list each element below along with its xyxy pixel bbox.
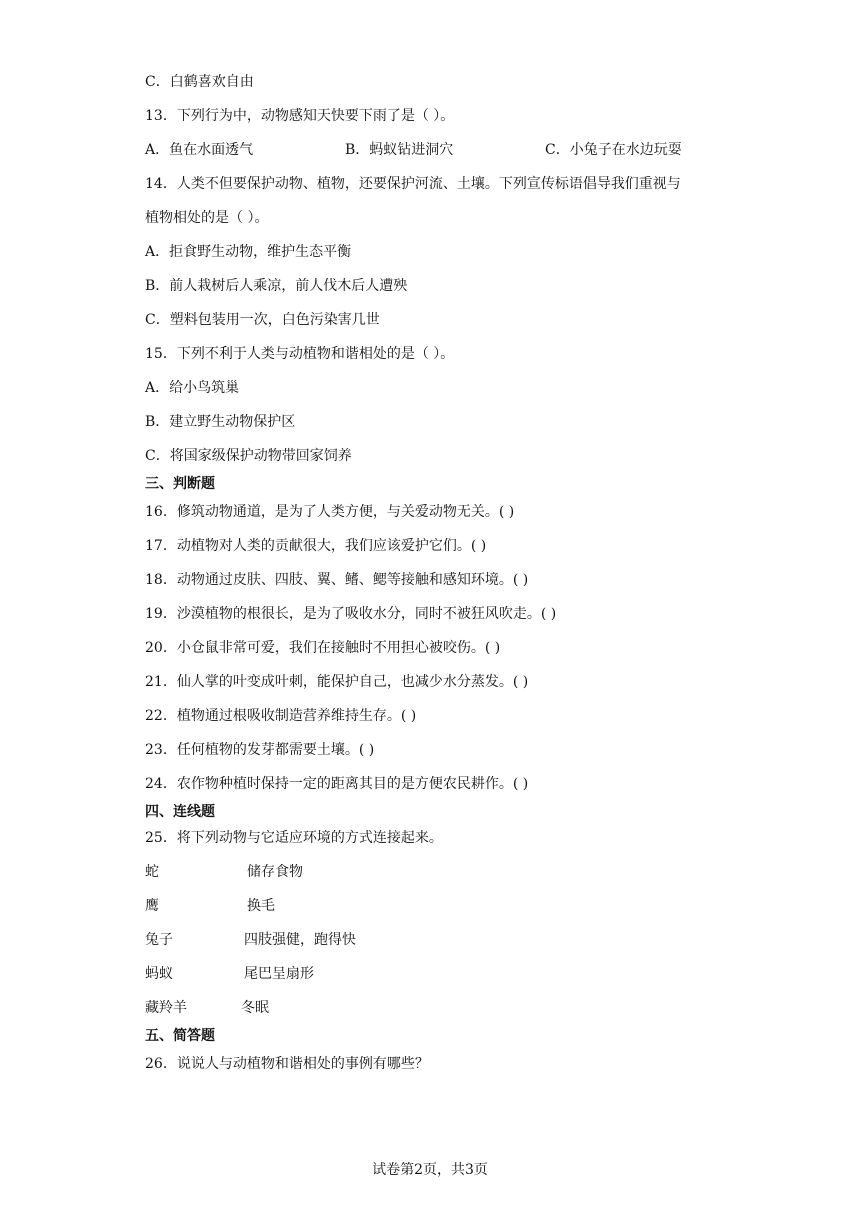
judgment-item-23: 23．任何植物的发芽都需要土壤。( ) bbox=[145, 742, 375, 758]
matching-left-eagle: 鹰 bbox=[145, 898, 159, 914]
question-13-stem: 13．下列行为中，动物感知天快要下雨了是（ ）。 bbox=[145, 108, 455, 124]
judgment-item-18: 18．动物通过皮肤、四肢、翼、鳍、鳃等接触和感知环境。( ) bbox=[145, 572, 529, 588]
judgment-item-21: 21．仙人掌的叶变成叶刺，能保护自己，也减少水分蒸发。( ) bbox=[145, 674, 529, 690]
matching-right-molt: 换毛 bbox=[247, 898, 275, 914]
question-14-stem-line2: 植物相处的是（ ）。 bbox=[145, 210, 269, 226]
option-a: A．鱼在水面透气 bbox=[145, 142, 254, 158]
question-15-option-b: B．建立野生动物保护区 bbox=[145, 414, 296, 430]
option-b: B．蚂蚁钻进洞穴 bbox=[345, 142, 454, 158]
judgment-item-16: 16．修筑动物通道，是为了人类方便，与关爱动物无关。( ) bbox=[145, 504, 515, 520]
matching-left-rabbit: 兔子 bbox=[145, 932, 173, 948]
matching-right-fan-tail: 尾巴呈扇形 bbox=[244, 966, 314, 982]
question-14-option-a: A．拒食野生动物，维护生态平衡 bbox=[145, 244, 352, 260]
question-26-stem: 26．说说人与动植物和谐相处的事例有哪些？ bbox=[145, 1056, 429, 1072]
question-15-option-c: C．将国家级保护动物带回家饲养 bbox=[145, 448, 352, 464]
matching-right-hibernate: 冬眠 bbox=[241, 1000, 269, 1016]
judgment-item-24: 24．农作物种植时保持一定的距离其目的是方便农民耕作。( ) bbox=[145, 776, 529, 792]
matching-right-strong-limbs: 四肢强健，跑得快 bbox=[244, 932, 356, 948]
section-3-title: 三、判断题 bbox=[145, 476, 215, 492]
judgment-item-22: 22．植物通过根吸收制造营养维持生存。( ) bbox=[145, 708, 417, 724]
judgment-item-20: 20．小仓鼠非常可爱，我们在接触时不用担心被咬伤。( ) bbox=[145, 640, 501, 656]
matching-left-snake: 蛇 bbox=[145, 864, 159, 880]
question-15-option-a: A．给小鸟筑巢 bbox=[145, 380, 240, 396]
page-footer: 试卷第2页，共3页 bbox=[372, 1162, 488, 1178]
question-13-options bbox=[145, 141, 745, 159]
option-c: C．小兔子在水边玩耍 bbox=[545, 142, 682, 158]
question-15-stem: 15．下列不利于人类与动植物和谐相处的是（ ）。 bbox=[145, 346, 455, 362]
matching-right-store-food: 储存食物 bbox=[247, 864, 303, 880]
question-14-stem-line1: 14．人类不但要保护动物、植物，还要保护河流、土壤。下列宣传标语倡导我们重视与 bbox=[145, 176, 681, 192]
question-14-option-b: B．前人栽树后人乘凉，前人伐木后人遭殃 bbox=[145, 278, 408, 294]
section-4-title: 四、连线题 bbox=[145, 804, 215, 820]
matching-left-antelope: 藏羚羊 bbox=[145, 1000, 187, 1016]
question-14-option-c: C．塑料包装用一次，白色污染害几世 bbox=[145, 312, 380, 328]
judgment-item-19: 19．沙漠植物的根很长，是为了吸收水分，同时不被狂风吹走。( ) bbox=[145, 606, 557, 622]
question-25-stem: 25．将下列动物与它适应环境的方式连接起来。 bbox=[145, 830, 443, 846]
judgment-item-17: 17．动植物对人类的贡献很大，我们应该爱护它们。( ) bbox=[145, 538, 487, 554]
matching-left-ant: 蚂蚁 bbox=[145, 966, 173, 982]
question-12-option-c: C．白鹤喜欢自由 bbox=[145, 74, 254, 90]
section-5-title: 五、简答题 bbox=[145, 1028, 215, 1044]
